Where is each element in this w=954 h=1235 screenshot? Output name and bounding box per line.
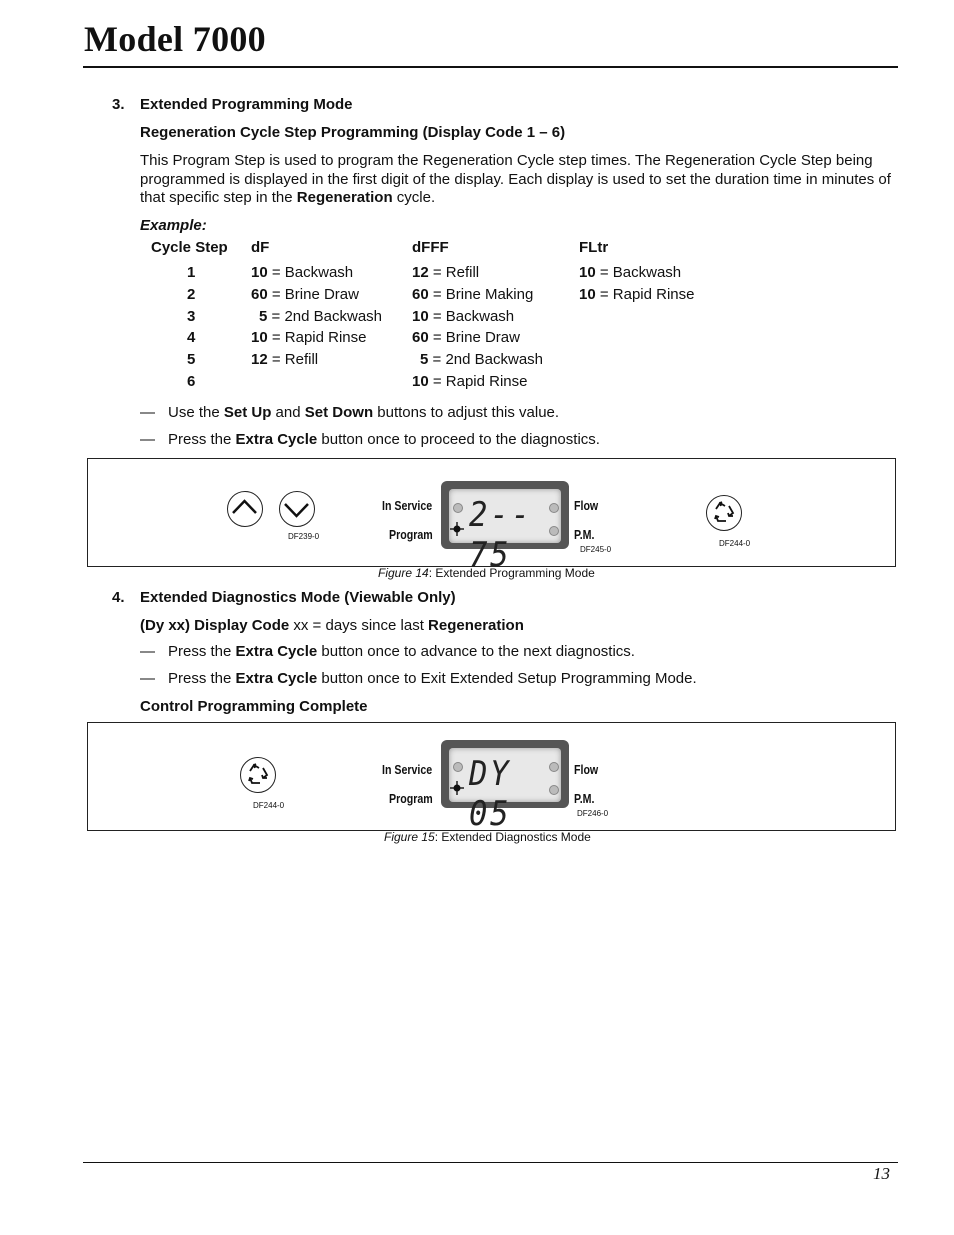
bullet-extra-cycle-advance: — Press the Extra Cycle button once to advance to the next diagnostics.	[140, 643, 635, 660]
recycle-icon	[241, 758, 274, 791]
table-cell-step: 5	[187, 351, 196, 368]
table-cell-dfff: 60 = Brine Draw	[412, 329, 520, 346]
table-cell-df: 10 = Backwash	[251, 264, 354, 281]
table-cell-dfff: 5 = 2nd Backwash	[420, 351, 543, 368]
figure14-caption: Figure 14: Extended Programming Mode	[378, 566, 595, 580]
lcd-display	[441, 740, 569, 834]
table-cell-step: 6	[187, 373, 196, 390]
table-cell-fltr: 10 = Backwash	[579, 264, 682, 281]
extra-cycle-button[interactable]	[706, 495, 742, 531]
chevron-down-icon	[280, 492, 313, 525]
extra-cycle-button[interactable]	[240, 757, 276, 793]
section4-number: 4.	[112, 589, 125, 606]
table-cell-dfff: 10 = Rapid Rinse	[412, 373, 528, 390]
table-cell-step: 3	[187, 308, 196, 325]
lcd-readout: 2-- 75	[469, 495, 533, 575]
table-cell-dfff: 10 = Backwash	[412, 308, 515, 325]
lcd-display	[441, 481, 569, 575]
table-header-fltr: FLtr	[579, 239, 609, 256]
program-label: Program	[389, 528, 433, 542]
page-number: 13	[873, 1164, 890, 1183]
table-cell-df: 10 = Rapid Rinse	[251, 329, 367, 346]
bullet-extra-cycle-exit: — Press the Extra Cycle button once to Exit Extended Setup Programming Mode.	[140, 670, 697, 687]
table-cell-fltr: 10 = Rapid Rinse	[579, 286, 695, 303]
table-header-df: dF	[251, 239, 270, 256]
section4-heading: Extended Diagnostics Mode (Viewable Only)	[140, 589, 456, 606]
table-cell-step: 4	[187, 329, 196, 346]
set-down-button[interactable]	[279, 491, 315, 527]
set-up-button[interactable]	[227, 491, 263, 527]
figure15-caption: Figure 15: Extended Diagnostics Mode	[384, 830, 591, 844]
panel-code: DF245-0	[580, 545, 612, 554]
bullet-extra-cycle-proceed: — Press the Extra Cycle button once to proceed to the diagnostics.	[140, 431, 600, 448]
header-rule	[83, 66, 898, 68]
program-indicator-icon	[450, 522, 464, 536]
flow-label: Flow	[574, 499, 599, 513]
program-indicator-icon	[450, 781, 464, 795]
programming-complete: Control Programming Complete	[140, 698, 368, 715]
pm-label: P.M.	[574, 528, 595, 542]
flow-label: Flow	[574, 763, 599, 777]
extra-cycle-code: DF244-0	[719, 539, 751, 548]
table-cell-step: 1	[187, 264, 196, 281]
table-cell-dfff: 12 = Refill	[412, 264, 480, 281]
table-cell-df: 5 = 2nd Backwash	[259, 308, 382, 325]
footer-rule	[83, 1162, 898, 1163]
in-service-led	[453, 762, 463, 772]
panel-code: DF246-0	[577, 809, 609, 818]
page-title: Model 7000	[84, 19, 266, 59]
in-service-led	[453, 503, 463, 513]
bullet-set-up-down: — Use the Set Up and Set Down buttons to adjust this value.	[140, 404, 560, 421]
table-cell-df: 12 = Refill	[251, 351, 319, 368]
pm-label: P.M.	[574, 792, 595, 806]
in-service-label: In Service	[382, 499, 433, 513]
table-header-dfff: dFFF	[412, 239, 449, 256]
table-cell-dfff: 60 = Brine Making	[412, 286, 534, 303]
example-label: Example:	[140, 217, 207, 234]
program-label: Program	[389, 792, 433, 806]
figure15-box	[87, 722, 896, 834]
extra-cycle-code: DF244-0	[253, 801, 285, 810]
table-cell-df: 60 = Brine Draw	[251, 286, 359, 303]
display-code-line: (Dy xx) Display Code xx = days since last Regeneration	[140, 617, 524, 634]
recycle-icon	[707, 496, 740, 529]
table-header-cycle-step: Cycle Step	[151, 239, 228, 256]
arrows-code: DF239-0	[288, 532, 320, 541]
table-cell-step: 2	[187, 286, 196, 303]
chevron-up-icon	[228, 492, 261, 525]
section3-paragraph: This Program Step is used to program the Regeneration Cycle step times. The Regeneration Cycle Step being programmed is displayed in the first digit of the display. Each display is used to set the duration time in minutes of that specific step in the Regeneration cycle.	[140, 152, 891, 206]
section3-number: 3.	[112, 96, 125, 113]
lcd-readout: DY 05	[469, 754, 512, 834]
section3-subheading: Regeneration Cycle Step Programming (Display Code 1 – 6)	[140, 124, 566, 141]
section3-heading: Extended Programming Mode	[140, 96, 353, 113]
in-service-label: In Service	[382, 763, 433, 777]
